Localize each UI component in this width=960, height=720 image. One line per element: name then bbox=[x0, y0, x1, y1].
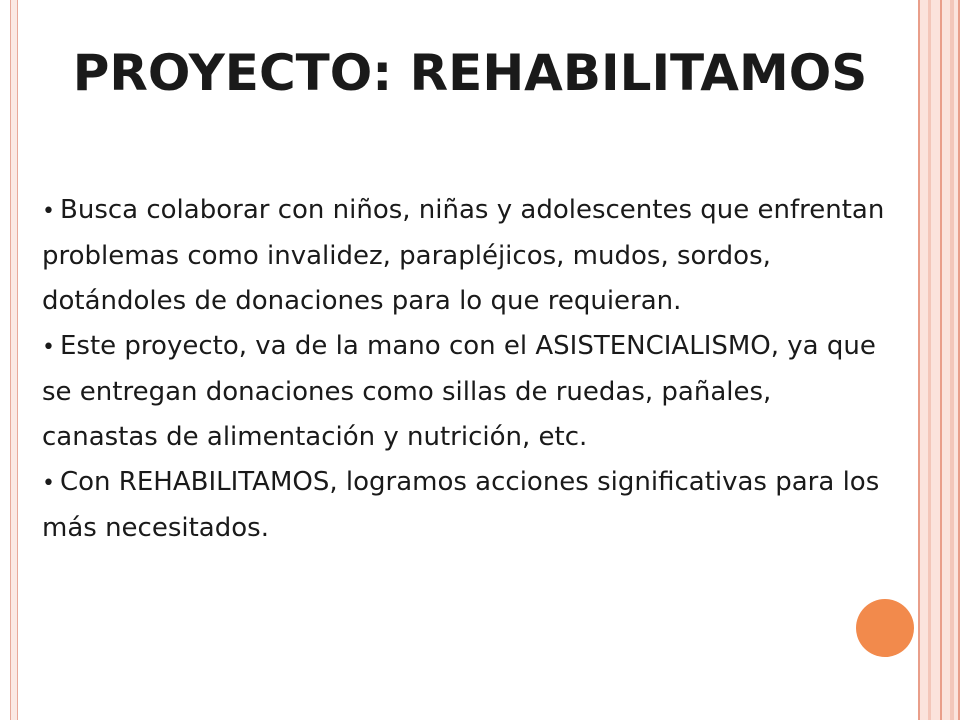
bullet-marker: • bbox=[42, 471, 55, 496]
bullet-text: Busca colaborar con niños, niñas y adolescentes que enfrentan problemas como invalidez, parapléjicos, mudos, sordos, dotándoles de donaciones para lo que requieran. bbox=[42, 195, 885, 316]
frame-stripe bbox=[928, 0, 931, 720]
frame-stripe bbox=[940, 0, 942, 720]
bullet-text: Con REHABILITAMOS, logramos acciones significativas para los más necesitados. bbox=[42, 467, 880, 543]
accent-circle bbox=[856, 599, 914, 657]
left-frame-border bbox=[10, 0, 18, 720]
bullet-text: Este proyecto, va de la mano con el ASISTENCIALISMO, ya que se entregan donaciones como sillas de ruedas, pañales, canastas de alimentación y nutrición, etc. bbox=[42, 331, 876, 452]
bullet-list bbox=[42, 188, 892, 551]
slide-title: PROYECTO: REHABILITAMOS bbox=[72, 44, 868, 102]
frame-stripe bbox=[918, 0, 920, 720]
bullet-item bbox=[42, 188, 892, 324]
bullet-item bbox=[42, 324, 892, 460]
bullet-item bbox=[42, 460, 892, 551]
bullet-marker: • bbox=[42, 335, 55, 360]
bullet-marker: • bbox=[42, 199, 55, 224]
frame-stripe bbox=[950, 0, 954, 720]
right-frame-stripes bbox=[918, 0, 960, 720]
